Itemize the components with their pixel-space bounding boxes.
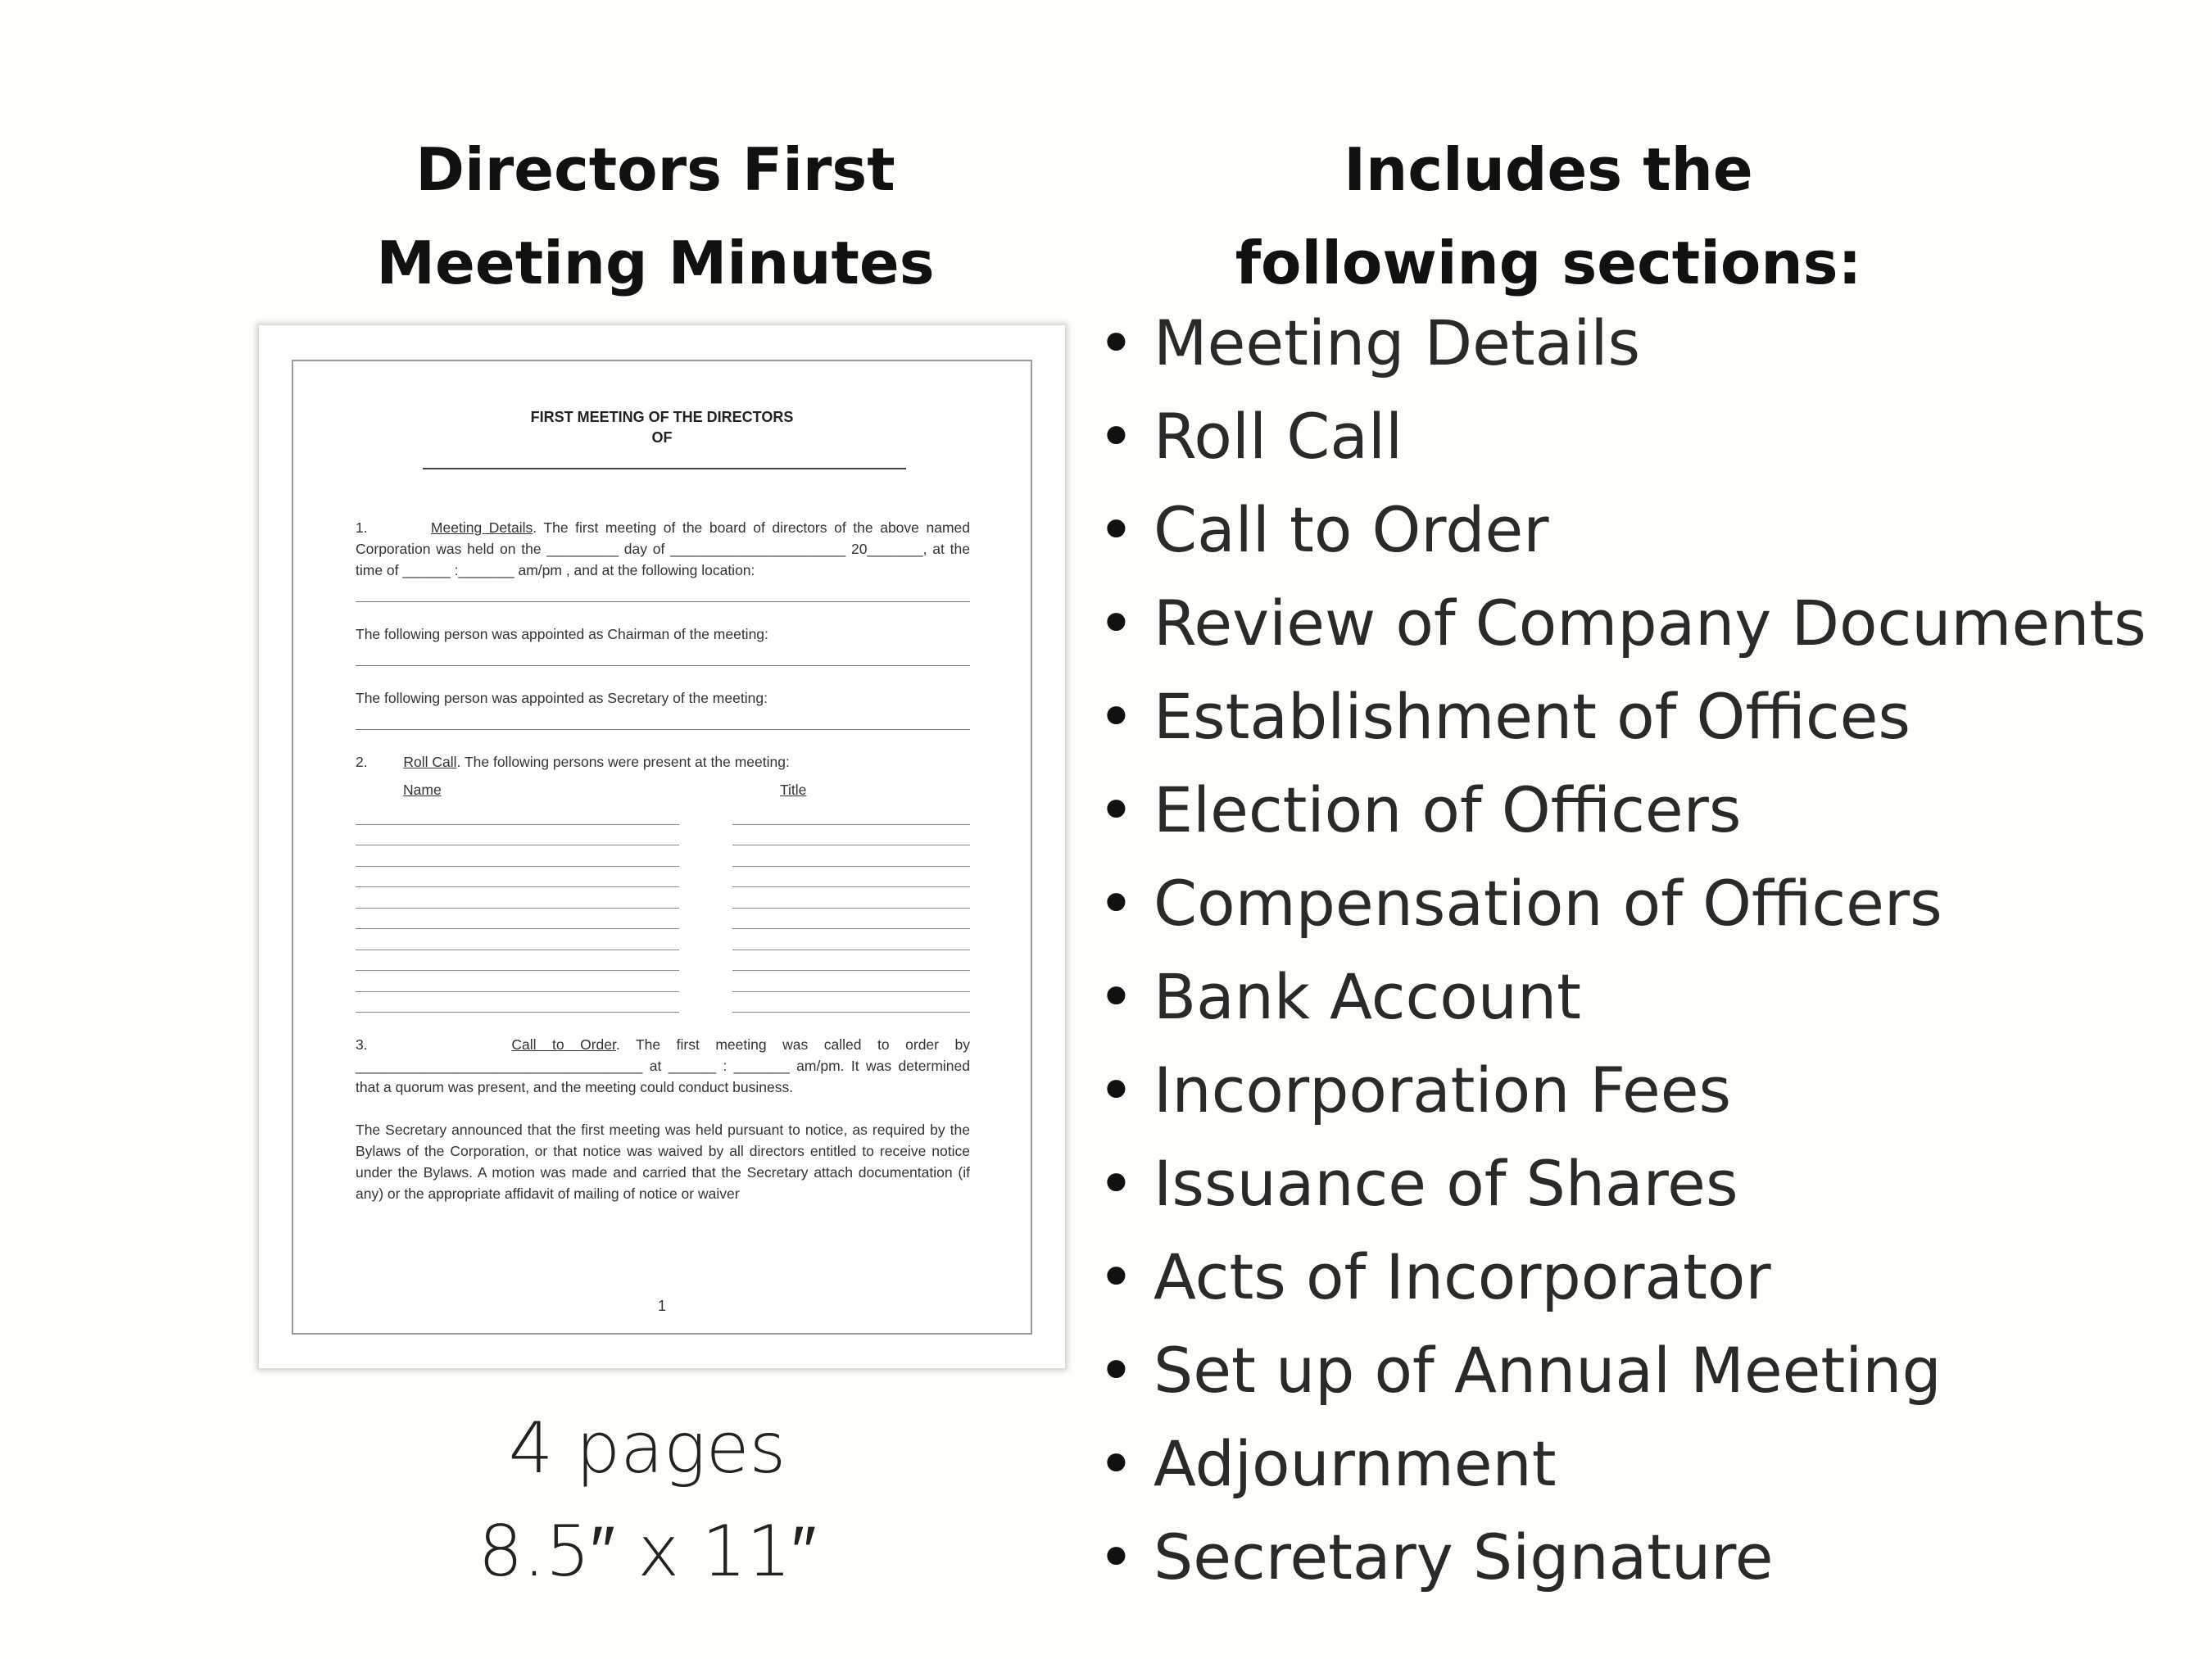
blank-line — [356, 804, 679, 825]
section-text: . The first meeting of the board of directors of the above named Corporation was held on the _________ day of ______________________ 20_______, at the time of ______ :_______ am/pm , and at the following location: — [356, 519, 970, 578]
page-size: 8.5″ x 11″ — [478, 1511, 817, 1593]
blank-line — [732, 804, 970, 825]
blank-line — [732, 992, 970, 1013]
sections-heading-line-1: Includes the — [1344, 135, 1753, 204]
meeting-details-paragraph — [356, 517, 970, 602]
notice-text: The Secretary announced that the first meeting was held pursuant to notice, as required by the Bylaws of the Corporation, or that notice was waived by all directors entitled to receive notice under the Bylaws. A motion was made and carried that the Secretary attach documentation (if any) or the appropriate affidavit of mailing of notice or waiver — [356, 1122, 970, 1202]
section-number: 2. — [356, 754, 368, 770]
list-item — [1098, 390, 2146, 483]
blank-line — [356, 950, 679, 972]
blank-line — [356, 929, 679, 950]
bullet-icon: • — [1098, 773, 1135, 846]
list-item — [1098, 1044, 2146, 1137]
blank-line — [356, 992, 679, 1013]
document-heading — [293, 407, 1031, 448]
list-item — [1098, 1231, 2146, 1324]
bullet-icon: • — [1098, 1521, 1135, 1593]
sections-list — [1098, 297, 2146, 1604]
bullet-icon: • — [1098, 1054, 1135, 1126]
list-item-label: Issuance of Shares — [1154, 1147, 1738, 1220]
blank-line — [356, 845, 679, 867]
name-column-header: Name — [403, 782, 442, 798]
roll-call-paragraph — [356, 751, 970, 773]
list-item-label: Compensation of Officers — [1154, 867, 1942, 940]
secretary-paragraph — [356, 687, 970, 730]
list-item — [1098, 1137, 2146, 1231]
call-to-order-paragraph — [356, 1034, 970, 1098]
list-item-label: Set up of Annual Meeting — [1154, 1334, 1942, 1407]
title-column-header: Title — [780, 782, 807, 798]
sections-heading — [1139, 123, 1958, 310]
blank-line — [356, 971, 679, 992]
list-item-label: Bank Account — [1154, 960, 1581, 1033]
document-body — [356, 517, 970, 1226]
roll-call-table — [356, 779, 970, 1013]
list-item-label: Secretary Signature — [1154, 1521, 1774, 1593]
blank-line — [732, 909, 970, 930]
bullet-icon: • — [1098, 867, 1135, 940]
section-number: 1. — [356, 519, 368, 536]
list-item — [1098, 297, 2146, 390]
blank-line — [356, 867, 679, 888]
product-title — [246, 123, 1065, 310]
list-item-label: Establishment of Offices — [1154, 680, 1911, 753]
name-column — [356, 779, 679, 1013]
list-item-label: Election of Officers — [1154, 773, 1742, 846]
list-item-label: Meeting Details — [1154, 306, 1641, 379]
list-item — [1098, 483, 2146, 577]
page-count: 4 pages — [508, 1407, 786, 1489]
bullet-icon: • — [1098, 1334, 1135, 1407]
section-text: . The following persons were present at the meeting: — [456, 754, 790, 770]
bullet-icon: • — [1098, 1427, 1135, 1500]
section-label: Meeting Details — [430, 519, 533, 536]
list-item — [1098, 670, 2146, 764]
blank-line — [356, 887, 679, 909]
document-heading-line-2: OF — [651, 429, 673, 446]
blank-line — [356, 709, 970, 730]
list-item-label: Acts of Incorporator — [1154, 1240, 1771, 1313]
section-label: Call to Order — [511, 1036, 616, 1053]
blank-line — [732, 825, 970, 846]
bullet-icon: • — [1098, 587, 1135, 660]
blank-line — [356, 909, 679, 930]
sections-heading-line-2: following sections: — [1235, 229, 1862, 297]
document-specs — [238, 1397, 1057, 1603]
chairman-text: The following person was appointed as Chairman of the meeting: — [356, 626, 768, 642]
list-item-label: Review of Company Documents — [1154, 587, 2146, 660]
list-item — [1098, 764, 2146, 857]
bullet-icon: • — [1098, 1147, 1135, 1220]
blank-line — [732, 950, 970, 972]
section-text: . The first meeting was called to order by ____________________________________ at ______ : _______ am/pm. It was determined that a quorum was present, and the meeting could conduct business. — [356, 1036, 971, 1095]
secretary-text: The following person was appointed as Secretary of the meeting: — [356, 690, 768, 706]
list-item — [1098, 1324, 2146, 1417]
document-preview — [259, 325, 1065, 1368]
blank-line — [732, 971, 970, 992]
blank-line — [356, 581, 970, 602]
section-label: Roll Call — [403, 754, 457, 770]
heading-blank-line — [423, 468, 906, 469]
list-item — [1098, 857, 2146, 950]
bullet-icon: • — [1098, 306, 1135, 379]
list-item-label: Call to Order — [1154, 493, 1549, 566]
blank-line — [356, 825, 679, 846]
notice-paragraph — [356, 1119, 970, 1204]
section-number: 3. — [356, 1036, 368, 1053]
blank-line — [732, 929, 970, 950]
document-heading-line-1: FIRST MEETING OF THE DIRECTORS — [530, 409, 794, 425]
page-number: 1 — [657, 1298, 666, 1314]
blank-line — [732, 845, 970, 867]
bullet-icon: • — [1098, 400, 1135, 473]
list-item-label: Incorporation Fees — [1154, 1054, 1732, 1126]
product-title-line-1: Directors First — [415, 135, 895, 204]
list-item — [1098, 577, 2146, 670]
bullet-icon: • — [1098, 680, 1135, 753]
document-page — [292, 360, 1032, 1335]
title-column — [732, 779, 970, 1013]
blank-line — [356, 645, 970, 666]
list-item — [1098, 950, 2146, 1044]
list-item-label: Adjournment — [1154, 1427, 1557, 1500]
list-item — [1098, 1511, 2146, 1604]
bullet-icon: • — [1098, 1240, 1135, 1313]
product-title-line-2: Meeting Minutes — [376, 229, 935, 297]
blank-line — [732, 867, 970, 888]
bullet-icon: • — [1098, 960, 1135, 1033]
list-item-label: Roll Call — [1154, 400, 1403, 473]
chairman-paragraph — [356, 623, 970, 666]
blank-line — [732, 887, 970, 909]
bullet-icon: • — [1098, 493, 1135, 566]
list-item — [1098, 1417, 2146, 1511]
